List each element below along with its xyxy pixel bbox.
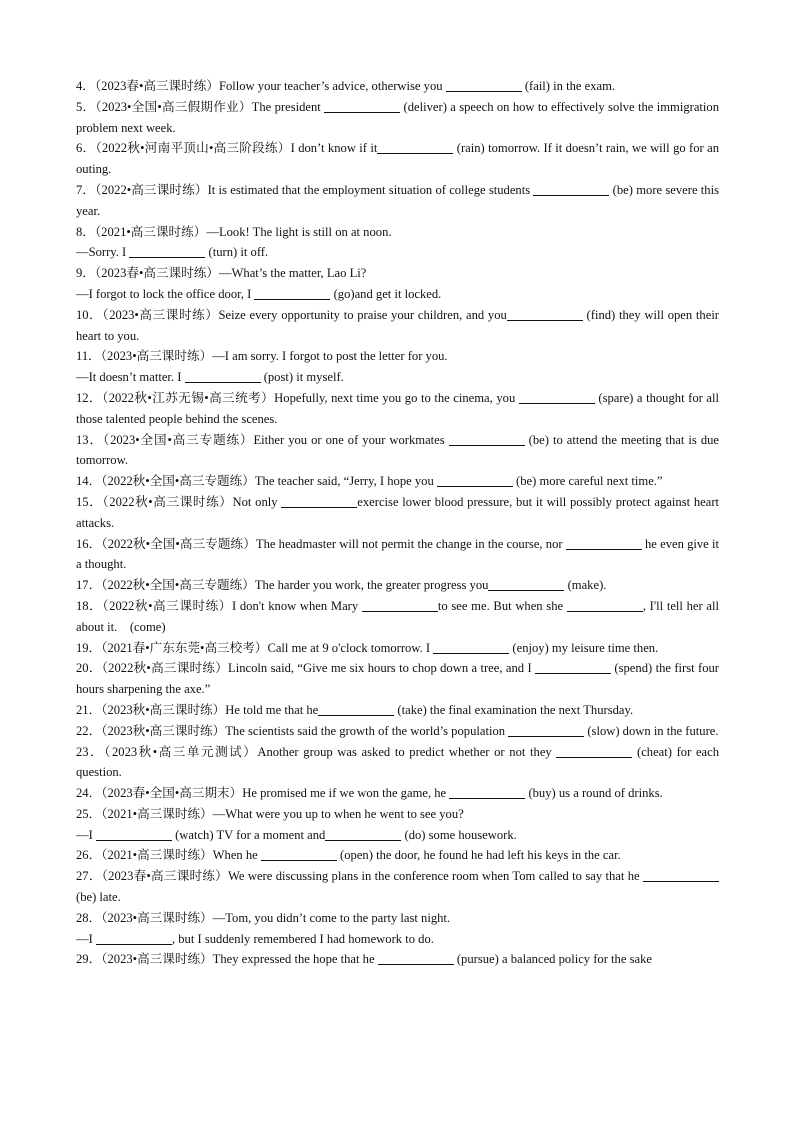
question-item	[76, 949, 719, 970]
question-text: (post) it myself.	[260, 370, 344, 385]
answer-blank[interactable]	[519, 390, 595, 404]
question-source: （2023春•高三课时练）	[94, 266, 219, 281]
question-source: （2023•全国•高三假期作业）	[95, 99, 252, 114]
question-number: 15．	[76, 494, 103, 509]
question-source: （2023秋•高三单元测试）	[104, 744, 258, 759]
question-number: 27．	[76, 869, 102, 884]
answer-blank[interactable]	[567, 598, 643, 612]
answer-blank[interactable]	[556, 744, 632, 758]
question-text: , but I suddenly remembered I had homework to do.	[171, 931, 434, 946]
question-text: , I'll tell her all about it. (come)	[76, 598, 720, 634]
question-item	[76, 222, 719, 243]
question-item	[76, 471, 719, 492]
question-number: 16．	[76, 536, 102, 551]
question-number: 26．	[76, 848, 102, 863]
question-source: （2021•高三课时练）	[94, 224, 207, 239]
question-source: （2022秋•全国•高三专题练）	[101, 474, 255, 489]
question-source: （2023•高三课时练）	[100, 349, 213, 364]
question-number: 28．	[76, 910, 102, 925]
question-number: 13．	[76, 432, 103, 447]
question-text: (slow) down in the future.	[584, 723, 719, 738]
question-source: （2021•高三课时练）	[101, 848, 213, 863]
question-text: We were discussing plans in the conference room when Tom called to say that he	[228, 869, 644, 884]
question-text: He told me that he	[225, 702, 319, 717]
question-source: （2023•全国•高三专题练）	[102, 432, 254, 447]
question-text: (buy) us a round of drinks.	[525, 786, 663, 801]
question-text: —I am sorry. I forgot to post the letter for you.	[212, 349, 448, 364]
question-number: 20．	[76, 661, 102, 676]
question-text: —I forgot to lock the office door, I	[76, 286, 255, 301]
question-text: I don’t know if it	[290, 141, 378, 156]
answer-blank[interactable]	[449, 432, 525, 446]
answer-blank[interactable]	[433, 640, 509, 654]
question-text: (be) more severe this year.	[76, 182, 720, 218]
question-text: to see me. But when she	[437, 598, 567, 613]
question-text: (be) more careful next time.”	[512, 474, 663, 489]
question-item	[76, 804, 719, 825]
question-item	[76, 866, 719, 908]
question-number: 24．	[76, 786, 102, 801]
question-text: He promised me if we won the game, he	[242, 786, 450, 801]
answer-blank[interactable]	[643, 868, 719, 882]
question-item	[76, 430, 719, 472]
question-item	[76, 263, 719, 284]
question-item	[76, 388, 719, 430]
question-item	[76, 492, 719, 534]
exercise-page	[76, 76, 719, 970]
answer-blank[interactable]	[566, 536, 642, 550]
question-text: (spend) the first four hours sharpening the axe.”	[76, 661, 719, 697]
question-text: Either you or one of your workmates	[253, 432, 449, 447]
question-item	[76, 575, 719, 596]
answer-blank[interactable]	[96, 827, 172, 841]
question-item	[76, 721, 719, 742]
question-item	[76, 97, 719, 139]
question-text: —Tom, you didn’t come to the party last night.	[212, 910, 451, 925]
question-source: （2022秋•高三课时练）	[101, 661, 229, 676]
question-text: Not only	[232, 494, 282, 509]
answer-blank[interactable]	[362, 598, 438, 612]
question-text: The scientists said the growth of the world’s population	[225, 723, 509, 738]
answer-blank[interactable]	[96, 931, 172, 945]
answer-blank[interactable]	[281, 494, 357, 508]
question-number: 8．	[76, 224, 95, 239]
question-item	[76, 138, 719, 180]
question-source: （2022秋•高三课时练）	[102, 494, 233, 509]
question-text: The teacher said, “Jerry, I hope you	[254, 474, 437, 489]
question-text: I don't know when Mary	[231, 598, 362, 613]
question-text: Follow your teacher’s advice, otherwise you	[218, 79, 446, 93]
question-number: 11．	[76, 349, 101, 364]
question-source: （2023秋•高三课时练）	[101, 723, 226, 738]
question-number: 10．	[76, 307, 103, 322]
question-number: 7．	[76, 182, 96, 197]
answer-blank[interactable]	[324, 99, 400, 113]
question-reply-line	[76, 825, 719, 846]
question-item	[76, 596, 719, 638]
question-item	[76, 658, 719, 700]
answer-blank[interactable]	[533, 182, 609, 196]
answer-blank[interactable]	[488, 577, 564, 591]
question-source: （2023春•高三课时练）	[101, 869, 228, 884]
question-number: 6．	[76, 141, 96, 156]
question-item	[76, 783, 719, 804]
question-item	[76, 700, 719, 721]
question-text: Hopefully, next time you go to the cinema, you	[274, 390, 519, 405]
question-text: (watch) TV for a moment and	[171, 827, 326, 842]
question-text: (turn) it off.	[205, 245, 269, 260]
question-source: （2023•高三课时练）	[101, 952, 213, 967]
answer-blank[interactable]	[449, 785, 525, 799]
question-source: （2023•高三课时练）	[101, 910, 213, 925]
answer-blank[interactable]	[377, 140, 453, 154]
question-text: (be) to attend the meeting that is due tomorrow.	[76, 432, 720, 468]
question-text: (pursue) a balanced policy for the sake	[453, 952, 652, 967]
question-text: Lincoln said, “Give me six hours to chop down a tree, and I	[228, 661, 536, 676]
question-number: 19．	[76, 640, 102, 655]
answer-blank[interactable]	[129, 244, 205, 258]
question-text: (find) they will open their heart to you.	[76, 307, 720, 343]
question-text: (be) late.	[76, 890, 121, 905]
question-text: (make).	[564, 578, 607, 593]
question-text: —Sorry. I	[76, 245, 130, 260]
question-text: (spare) a thought for all those talented people behind the scenes.	[76, 390, 719, 426]
question-text: exercise lower blood pressure, but it will possibly protect against heart attacks.	[76, 494, 720, 530]
question-reply-line	[76, 929, 719, 950]
question-number: 9．	[76, 266, 95, 281]
question-reply-line	[76, 242, 719, 263]
question-item	[76, 534, 719, 576]
question-text: (rain) tomorrow. If it doesn’t rain, we will go for an outing.	[76, 141, 720, 177]
answer-blank[interactable]	[378, 951, 454, 965]
question-text: —What’s the matter, Lao Li?	[218, 266, 367, 281]
question-item	[76, 76, 719, 97]
question-item	[76, 742, 719, 784]
question-number: 29．	[76, 952, 102, 967]
question-text: Another group was asked to predict whether or not they	[257, 744, 557, 759]
question-number: 12．	[76, 390, 103, 405]
question-text: It is estimated that the employment situation of college students	[207, 182, 534, 197]
question-source: （2022秋•河南平顶山•高三阶段练）	[95, 141, 291, 156]
question-item	[76, 346, 719, 367]
question-text: (open) the door, he found he had left his keys in the car.	[336, 848, 621, 863]
question-text: The president	[251, 99, 325, 114]
question-text: Seize every opportunity to praise your children, and you	[218, 307, 507, 322]
question-number: 17．	[76, 578, 102, 593]
question-item	[76, 908, 719, 929]
question-text: (deliver) a speech on how to effectively solve the immigration problem next week.	[76, 99, 720, 135]
question-text: They expressed the hope that he	[212, 952, 378, 967]
answer-blank[interactable]	[507, 307, 583, 321]
question-text: (fail) in the exam.	[521, 79, 616, 93]
question-text: —Look! The light is still on at noon.	[206, 224, 392, 239]
question-text: —I	[76, 827, 96, 842]
question-text: (take) the final examination the next Thursday.	[394, 702, 634, 717]
question-source: （2021•高三课时练）	[101, 806, 213, 821]
question-number: 23．	[76, 744, 105, 759]
question-reply-line	[76, 367, 719, 388]
answer-blank[interactable]	[325, 827, 401, 841]
question-number: 5．	[76, 99, 96, 114]
question-number: 25．	[76, 806, 102, 821]
answer-blank[interactable]	[437, 473, 513, 487]
question-number: 21．	[76, 702, 102, 717]
question-text: When he	[212, 848, 261, 863]
question-source: （2022秋•江苏无锡•高三统考）	[102, 390, 275, 405]
question-item	[76, 638, 719, 659]
question-source: （2021春•广东东莞•高三校考）	[101, 640, 268, 655]
question-text: The headmaster will not permit the change in the course, nor	[255, 536, 566, 551]
question-text: (enjoy) my leisure time then.	[509, 640, 659, 655]
question-item	[76, 180, 719, 222]
question-source: （2022秋•高三课时练）	[102, 598, 232, 613]
question-text: he even give it a thought.	[76, 536, 719, 572]
answer-blank[interactable]	[185, 369, 261, 383]
question-source: （2022秋•全国•高三专题练）	[101, 536, 256, 551]
question-source: （2023春•高三课时练）	[94, 79, 219, 93]
answer-blank[interactable]	[508, 723, 584, 737]
question-text: Call me at 9 o'clock tomorrow. I	[267, 640, 434, 655]
question-source: （2023•高三课时练）	[102, 307, 219, 322]
question-item	[76, 845, 719, 866]
question-text: The harder you work, the greater progress you	[254, 578, 489, 593]
answer-blank[interactable]	[318, 702, 394, 716]
answer-blank[interactable]	[261, 847, 337, 861]
question-item	[76, 305, 719, 347]
question-text: (cheat) for each question.	[76, 744, 720, 780]
question-text: —I	[76, 931, 96, 946]
question-text: —It doesn’t matter. I	[76, 370, 185, 385]
question-source: （2023春•全国•高三期末）	[101, 786, 243, 801]
question-reply-line	[76, 284, 719, 305]
question-source: （2023秋•高三课时练）	[101, 702, 226, 717]
question-number: 14．	[76, 474, 102, 489]
question-number: 4．	[76, 79, 95, 93]
question-text: —What were you up to when he went to see you?	[212, 806, 464, 821]
answer-blank[interactable]	[535, 660, 611, 674]
question-source: （2022秋•全国•高三专题练）	[101, 578, 255, 593]
answer-blank[interactable]	[254, 286, 330, 300]
question-source: （2022•高三课时练）	[95, 182, 208, 197]
question-number: 22．	[76, 723, 102, 738]
question-text: (go)and get it locked.	[330, 286, 442, 301]
answer-blank[interactable]	[446, 78, 522, 92]
question-number: 18．	[76, 598, 103, 613]
question-text: (do) some housework.	[401, 827, 517, 842]
